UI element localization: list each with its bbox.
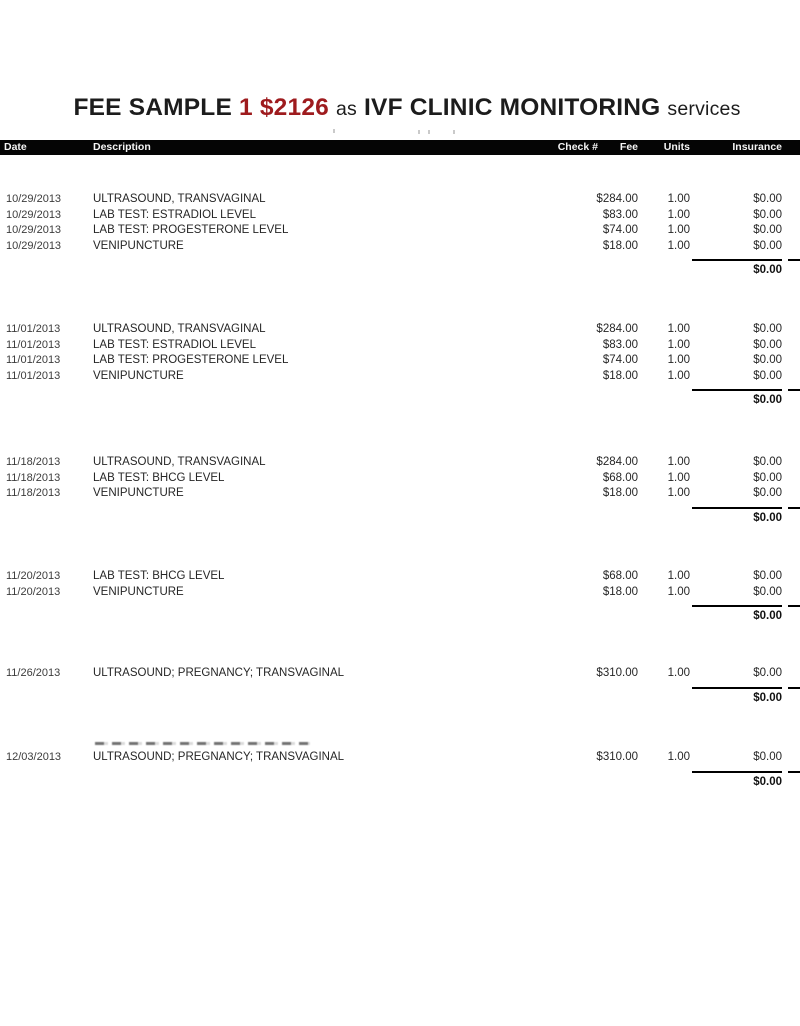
row-description: ULTRASOUND, TRANSVAGINAL	[93, 193, 266, 205]
table-row	[0, 585, 800, 601]
row-date: 11/18/2013	[6, 487, 61, 499]
charge-group	[0, 455, 800, 525]
subtotal-rule-fragment	[788, 771, 800, 773]
row-fee: $18.00	[602, 487, 638, 499]
row-description: ULTRASOUND; PREGNANCY; TRANSVAGINAL	[93, 751, 345, 763]
header-description: Description	[93, 141, 151, 153]
title-suffix: services	[667, 98, 741, 120]
row-date: 11/01/2013	[6, 323, 61, 335]
row-date: 12/03/2013	[6, 751, 62, 763]
row-insurance: $0.00	[753, 456, 782, 468]
subtotal-rule-line	[692, 687, 782, 689]
subtotal-rule-line	[692, 605, 782, 607]
row-date: 10/29/2013	[6, 239, 62, 252]
row-description: ULTRASOUND; PREGNANCY; TRANSVAGINAL	[93, 667, 345, 679]
row-insurance: $0.00	[753, 224, 782, 236]
row-insurance: $0.00	[753, 487, 782, 499]
header-insurance: Insurance	[732, 141, 782, 153]
row-units: 1.00	[667, 751, 690, 763]
row-description: VENIPUNCTURE	[93, 369, 184, 382]
table-row	[0, 223, 800, 239]
row-description: LAB TEST: PROGESTERONE LEVEL	[93, 224, 289, 236]
title-prefix: FEE SAMPLE	[73, 94, 232, 121]
row-fee: $83.00	[602, 338, 638, 351]
subtotal-rule-line	[692, 389, 782, 391]
row-units: 1.00	[667, 570, 690, 582]
row-units: 1.00	[667, 369, 690, 382]
row-description: ULTRASOUND, TRANSVAGINAL	[93, 456, 266, 468]
row-date: 11/18/2013	[6, 456, 61, 468]
row-insurance: $0.00	[753, 323, 782, 335]
table-row	[0, 455, 800, 471]
erased-text-mark	[333, 129, 335, 133]
subtotal-rule-fragment	[788, 259, 800, 261]
table-row	[0, 208, 800, 224]
table-row	[0, 338, 800, 354]
row-units: 1.00	[667, 585, 690, 598]
row-fee: $74.00	[602, 224, 638, 236]
row-insurance: $0.00	[753, 338, 782, 351]
header-check: Check #	[557, 141, 598, 153]
subtotal-value: $0.00	[753, 264, 782, 276]
row-fee: $310.00	[596, 751, 638, 763]
row-insurance: $0.00	[753, 208, 782, 221]
row-description: VENIPUNCTURE	[93, 487, 184, 499]
row-date: 11/18/2013	[6, 471, 61, 484]
table-header-bar	[0, 140, 800, 155]
row-fee: $83.00	[602, 208, 638, 221]
erased-text-mark	[428, 130, 430, 134]
header-date: Date	[4, 141, 27, 153]
subtotal-value: $0.00	[753, 610, 782, 622]
title-connector: as	[336, 98, 357, 120]
row-insurance: $0.00	[753, 585, 782, 598]
subtotal-rule	[0, 507, 800, 509]
row-fee: $284.00	[596, 193, 638, 205]
table-row	[0, 750, 800, 766]
table-row	[0, 192, 800, 208]
row-date: 11/01/2013	[6, 369, 61, 382]
charge-group	[0, 192, 800, 277]
row-units: 1.00	[667, 456, 690, 468]
subtotal-rule-fragment	[788, 605, 800, 607]
title-clinic: IVF CLINIC MONITORING	[364, 94, 661, 121]
charge-group	[0, 569, 800, 623]
row-units: 1.00	[667, 471, 690, 484]
row-description: LAB TEST: PROGESTERONE LEVEL	[93, 354, 289, 366]
row-fee: $284.00	[596, 456, 638, 468]
row-fee: $68.00	[602, 471, 638, 484]
table-row	[0, 471, 800, 487]
subtotal-rule	[0, 389, 800, 391]
subtotal-rule-fragment	[788, 687, 800, 689]
row-insurance: $0.00	[753, 471, 782, 484]
row-fee: $310.00	[596, 667, 638, 679]
table-row	[0, 369, 800, 385]
group-subtotal	[0, 263, 800, 277]
group-subtotal	[0, 511, 800, 525]
subtotal-rule	[0, 687, 800, 689]
table-row	[0, 569, 800, 585]
row-units: 1.00	[667, 208, 690, 221]
row-date: 11/20/2013	[6, 585, 61, 598]
row-units: 1.00	[667, 323, 690, 335]
row-units: 1.00	[667, 239, 690, 252]
row-units: 1.00	[667, 338, 690, 351]
row-insurance: $0.00	[753, 369, 782, 382]
row-units: 1.00	[667, 193, 690, 205]
row-description: ULTRASOUND, TRANSVAGINAL	[93, 323, 266, 335]
title-highlight: 1 $2126	[239, 94, 329, 121]
row-description: VENIPUNCTURE	[93, 585, 184, 598]
row-insurance: $0.00	[753, 667, 782, 679]
row-description: LAB TEST: BHCG LEVEL	[93, 570, 225, 582]
row-date: 10/29/2013	[6, 193, 62, 205]
table-row	[0, 353, 800, 369]
row-date: 11/26/2013	[6, 667, 61, 679]
row-fee: $18.00	[602, 239, 638, 252]
group-subtotal	[0, 393, 800, 407]
charge-group	[0, 666, 800, 705]
subtotal-rule	[0, 605, 800, 607]
row-description: LAB TEST: BHCG LEVEL	[93, 471, 225, 484]
table-row	[0, 239, 800, 255]
row-description: VENIPUNCTURE	[93, 239, 184, 252]
row-date: 10/29/2013	[6, 224, 62, 236]
row-fee: $18.00	[602, 369, 638, 382]
row-insurance: $0.00	[753, 570, 782, 582]
redacted-text-smudge	[95, 742, 310, 745]
subtotal-rule-fragment	[788, 389, 800, 391]
subtotal-rule-line	[692, 771, 782, 773]
row-insurance: $0.00	[753, 354, 782, 366]
row-fee: $74.00	[602, 354, 638, 366]
row-units: 1.00	[667, 667, 690, 679]
subtotal-value: $0.00	[753, 691, 782, 704]
row-date: 10/29/2013	[6, 208, 62, 221]
subtotal-value: $0.00	[753, 511, 782, 524]
row-description: LAB TEST: ESTRADIOL LEVEL	[93, 208, 256, 221]
table-row	[0, 666, 800, 682]
group-subtotal	[0, 609, 800, 623]
header-units: Units	[663, 141, 690, 153]
erased-text-mark	[453, 130, 455, 134]
subtotal-value: $0.00	[753, 394, 782, 406]
row-fee: $284.00	[596, 323, 638, 335]
subtotal-value: $0.00	[753, 775, 782, 788]
subtotal-rule	[0, 259, 800, 261]
subtotal-rule-line	[692, 507, 782, 509]
row-fee: $68.00	[602, 570, 638, 582]
row-date: 11/01/2013	[6, 354, 61, 366]
group-subtotal	[0, 691, 800, 705]
erased-text-mark	[418, 130, 420, 134]
group-subtotal	[0, 775, 800, 789]
table-row	[0, 322, 800, 338]
header-fee: Fee	[619, 141, 638, 153]
subtotal-rule-line	[692, 259, 782, 261]
row-fee: $18.00	[602, 585, 638, 598]
row-description: LAB TEST: ESTRADIOL LEVEL	[93, 338, 256, 351]
row-units: 1.00	[667, 224, 690, 236]
row-units: 1.00	[667, 354, 690, 366]
charge-group	[0, 750, 800, 789]
row-date: 11/01/2013	[6, 338, 61, 351]
table-row	[0, 486, 800, 502]
row-insurance: $0.00	[753, 193, 782, 205]
row-date: 11/20/2013	[6, 570, 61, 582]
subtotal-rule	[0, 771, 800, 773]
subtotal-rule-fragment	[788, 507, 800, 509]
page-title	[0, 94, 800, 122]
charge-group	[0, 322, 800, 407]
row-insurance: $0.00	[753, 239, 782, 252]
row-units: 1.00	[667, 487, 690, 499]
row-insurance: $0.00	[753, 751, 782, 763]
